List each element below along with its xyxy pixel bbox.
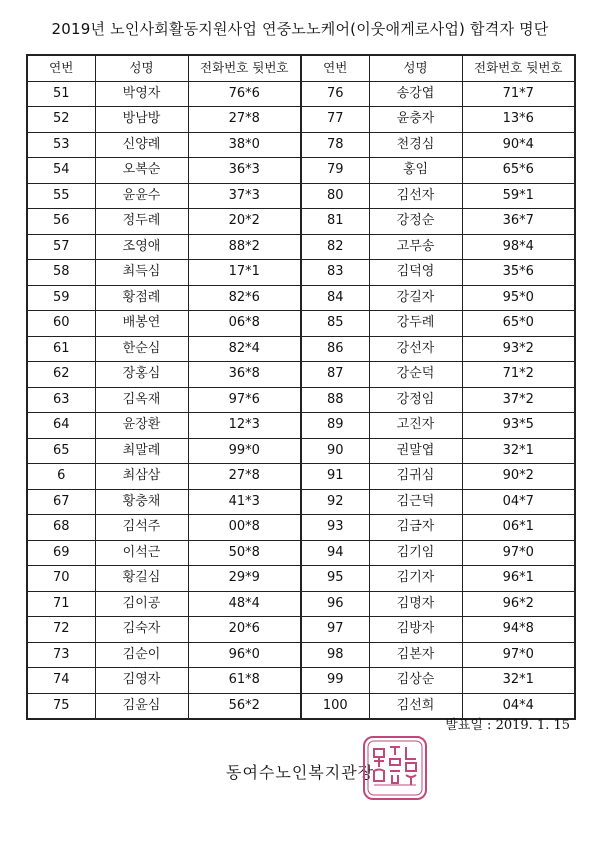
phone-suffix-cell: 32*1 (462, 438, 575, 464)
phone-suffix-cell: 37*2 (462, 387, 575, 413)
serial-number-cell: 73 (27, 642, 95, 668)
table-row (27, 81, 575, 107)
name-cell: 고진자 (369, 413, 462, 439)
phone-suffix-cell: 98*4 (462, 234, 575, 260)
name-cell: 한순심 (95, 336, 188, 362)
serial-number-cell: 79 (301, 158, 369, 184)
serial-number-cell: 93 (301, 515, 369, 541)
phone-suffix-cell: 38*0 (188, 132, 301, 158)
name-cell: 김선희 (369, 693, 462, 719)
serial-number-cell: 65 (27, 438, 95, 464)
serial-number-cell: 74 (27, 668, 95, 694)
serial-number-cell: 90 (301, 438, 369, 464)
phone-suffix-cell: 82*4 (188, 336, 301, 362)
table-row (27, 132, 575, 158)
serial-number-cell: 72 (27, 617, 95, 643)
phone-suffix-cell: 90*2 (462, 464, 575, 490)
serial-number-cell: 98 (301, 642, 369, 668)
name-cell: 강정임 (369, 387, 462, 413)
serial-number-cell: 56 (27, 209, 95, 235)
name-cell: 김이공 (95, 591, 188, 617)
serial-number-cell: 96 (301, 591, 369, 617)
applicant-table (26, 54, 576, 720)
phone-suffix-cell: 20*6 (188, 617, 301, 643)
phone-suffix-cell: 36*8 (188, 362, 301, 388)
phone-suffix-cell: 97*6 (188, 387, 301, 413)
serial-number-cell: 6 (27, 464, 95, 490)
table-row (27, 362, 575, 388)
serial-number-cell: 81 (301, 209, 369, 235)
phone-suffix-cell: 06*1 (462, 515, 575, 541)
serial-number-cell: 57 (27, 234, 95, 260)
name-cell: 윤장환 (95, 413, 188, 439)
serial-number-cell: 51 (27, 81, 95, 107)
serial-number-cell: 63 (27, 387, 95, 413)
table-header-row (27, 55, 575, 81)
phone-suffix-cell: 56*2 (188, 693, 301, 719)
name-cell: 박영자 (95, 81, 188, 107)
name-cell: 윤윤수 (95, 183, 188, 209)
serial-number-cell: 88 (301, 387, 369, 413)
phone-suffix-cell: 97*0 (462, 540, 575, 566)
phone-suffix-cell: 93*2 (462, 336, 575, 362)
serial-number-cell: 77 (301, 107, 369, 133)
name-cell: 강순덕 (369, 362, 462, 388)
serial-number-cell: 87 (301, 362, 369, 388)
name-cell: 황길심 (95, 566, 188, 592)
column-header: 연번 (27, 55, 95, 81)
announcement-date: 발표일 : 2019. 1. 15 (445, 718, 570, 733)
phone-suffix-cell: 99*0 (188, 438, 301, 464)
serial-number-cell: 69 (27, 540, 95, 566)
table-row (27, 617, 575, 643)
phone-suffix-cell: 93*5 (462, 413, 575, 439)
serial-number-cell: 86 (301, 336, 369, 362)
table-row (27, 566, 575, 592)
name-cell: 강선자 (369, 336, 462, 362)
serial-number-cell: 58 (27, 260, 95, 286)
phone-suffix-cell: 27*8 (188, 107, 301, 133)
phone-suffix-cell: 97*0 (462, 642, 575, 668)
serial-number-cell: 82 (301, 234, 369, 260)
serial-number-cell: 60 (27, 311, 95, 337)
table-row (27, 591, 575, 617)
name-cell: 김선자 (369, 183, 462, 209)
column-header: 전화번호 뒷번호 (462, 55, 575, 81)
phone-suffix-cell: 50*8 (188, 540, 301, 566)
phone-suffix-cell: 37*3 (188, 183, 301, 209)
name-cell: 천경심 (369, 132, 462, 158)
phone-suffix-cell: 06*8 (188, 311, 301, 337)
phone-suffix-cell: 36*7 (462, 209, 575, 235)
phone-suffix-cell: 04*4 (462, 693, 575, 719)
serial-number-cell: 62 (27, 362, 95, 388)
table-row (27, 464, 575, 490)
phone-suffix-cell: 61*8 (188, 668, 301, 694)
phone-suffix-cell: 29*9 (188, 566, 301, 592)
name-cell: 김금자 (369, 515, 462, 541)
phone-suffix-cell: 48*4 (188, 591, 301, 617)
table-row (27, 540, 575, 566)
serial-number-cell: 99 (301, 668, 369, 694)
name-cell: 이석근 (95, 540, 188, 566)
name-cell: 김덕영 (369, 260, 462, 286)
serial-number-cell: 85 (301, 311, 369, 337)
table-row (27, 234, 575, 260)
serial-number-cell: 75 (27, 693, 95, 719)
table-row (27, 285, 575, 311)
name-cell: 강두례 (369, 311, 462, 337)
name-cell: 정두례 (95, 209, 188, 235)
name-cell: 김기임 (369, 540, 462, 566)
name-cell: 권말엽 (369, 438, 462, 464)
name-cell: 최득심 (95, 260, 188, 286)
organization-name: 동여수노인복지관장 (226, 763, 375, 782)
name-cell: 최말례 (95, 438, 188, 464)
table-row (27, 387, 575, 413)
name-cell: 조영애 (95, 234, 188, 260)
phone-suffix-cell: 96*0 (188, 642, 301, 668)
serial-number-cell: 97 (301, 617, 369, 643)
phone-suffix-cell: 71*7 (462, 81, 575, 107)
serial-number-cell: 61 (27, 336, 95, 362)
phone-suffix-cell: 20*2 (188, 209, 301, 235)
table-row (27, 183, 575, 209)
name-cell: 오복순 (95, 158, 188, 184)
table-row (27, 489, 575, 515)
phone-suffix-cell: 04*7 (462, 489, 575, 515)
name-cell: 김본자 (369, 642, 462, 668)
serial-number-cell: 89 (301, 413, 369, 439)
phone-suffix-cell: 36*3 (188, 158, 301, 184)
phone-suffix-cell: 41*3 (188, 489, 301, 515)
name-cell: 강길자 (369, 285, 462, 311)
table-row (27, 515, 575, 541)
name-cell: 홍임 (369, 158, 462, 184)
column-header: 전화번호 뒷번호 (188, 55, 301, 81)
phone-suffix-cell: 96*2 (462, 591, 575, 617)
table-row (27, 209, 575, 235)
serial-number-cell: 68 (27, 515, 95, 541)
name-cell: 김상순 (369, 668, 462, 694)
serial-number-cell: 54 (27, 158, 95, 184)
column-header: 연번 (301, 55, 369, 81)
name-cell: 김기자 (369, 566, 462, 592)
name-cell: 김윤심 (95, 693, 188, 719)
serial-number-cell: 100 (301, 693, 369, 719)
table-row (27, 260, 575, 286)
phone-suffix-cell: 65*0 (462, 311, 575, 337)
phone-suffix-cell: 32*1 (462, 668, 575, 694)
serial-number-cell: 94 (301, 540, 369, 566)
phone-suffix-cell: 95*0 (462, 285, 575, 311)
serial-number-cell: 80 (301, 183, 369, 209)
name-cell: 장홍심 (95, 362, 188, 388)
name-cell: 송강엽 (369, 81, 462, 107)
name-cell: 김명자 (369, 591, 462, 617)
name-cell: 김영자 (95, 668, 188, 694)
name-cell: 황점례 (95, 285, 188, 311)
table-row (27, 158, 575, 184)
official-seal-icon (360, 733, 430, 803)
serial-number-cell: 59 (27, 285, 95, 311)
table-row (27, 107, 575, 133)
name-cell: 황충채 (95, 489, 188, 515)
phone-suffix-cell: 17*1 (188, 260, 301, 286)
name-cell: 김옥재 (95, 387, 188, 413)
table-row (27, 438, 575, 464)
phone-suffix-cell: 88*2 (188, 234, 301, 260)
name-cell: 강정순 (369, 209, 462, 235)
serial-number-cell: 53 (27, 132, 95, 158)
phone-suffix-cell: 94*8 (462, 617, 575, 643)
phone-suffix-cell: 35*6 (462, 260, 575, 286)
phone-suffix-cell: 71*2 (462, 362, 575, 388)
serial-number-cell: 78 (301, 132, 369, 158)
phone-suffix-cell: 27*8 (188, 464, 301, 490)
table-row (27, 311, 575, 337)
phone-suffix-cell: 90*4 (462, 132, 575, 158)
table-body (27, 81, 575, 719)
table-row (27, 668, 575, 694)
name-cell: 김귀심 (369, 464, 462, 490)
phone-suffix-cell: 12*3 (188, 413, 301, 439)
phone-suffix-cell: 82*6 (188, 285, 301, 311)
serial-number-cell: 92 (301, 489, 369, 515)
name-cell: 김근덕 (369, 489, 462, 515)
name-cell: 신양례 (95, 132, 188, 158)
column-header: 성명 (95, 55, 188, 81)
document-title: 2019년 노인사회활동지원사업 연중노노케어(이웃애게로사업) 합격자 명단 (51, 20, 549, 38)
name-cell: 김석주 (95, 515, 188, 541)
table-row (27, 642, 575, 668)
phone-suffix-cell: 65*6 (462, 158, 575, 184)
name-cell: 배봉연 (95, 311, 188, 337)
serial-number-cell: 52 (27, 107, 95, 133)
name-cell: 김숙자 (95, 617, 188, 643)
name-cell: 김순이 (95, 642, 188, 668)
serial-number-cell: 76 (301, 81, 369, 107)
serial-number-cell: 70 (27, 566, 95, 592)
phone-suffix-cell: 76*6 (188, 81, 301, 107)
serial-number-cell: 83 (301, 260, 369, 286)
name-cell: 고무송 (369, 234, 462, 260)
serial-number-cell: 67 (27, 489, 95, 515)
name-cell: 윤충자 (369, 107, 462, 133)
name-cell: 최삼삼 (95, 464, 188, 490)
serial-number-cell: 55 (27, 183, 95, 209)
serial-number-cell: 84 (301, 285, 369, 311)
serial-number-cell: 71 (27, 591, 95, 617)
table-row (27, 336, 575, 362)
serial-number-cell: 95 (301, 566, 369, 592)
table-row (27, 413, 575, 439)
phone-suffix-cell: 59*1 (462, 183, 575, 209)
name-cell: 방남방 (95, 107, 188, 133)
phone-suffix-cell: 13*6 (462, 107, 575, 133)
name-cell: 김방자 (369, 617, 462, 643)
serial-number-cell: 91 (301, 464, 369, 490)
column-header: 성명 (369, 55, 462, 81)
phone-suffix-cell: 96*1 (462, 566, 575, 592)
phone-suffix-cell: 00*8 (188, 515, 301, 541)
serial-number-cell: 64 (27, 413, 95, 439)
